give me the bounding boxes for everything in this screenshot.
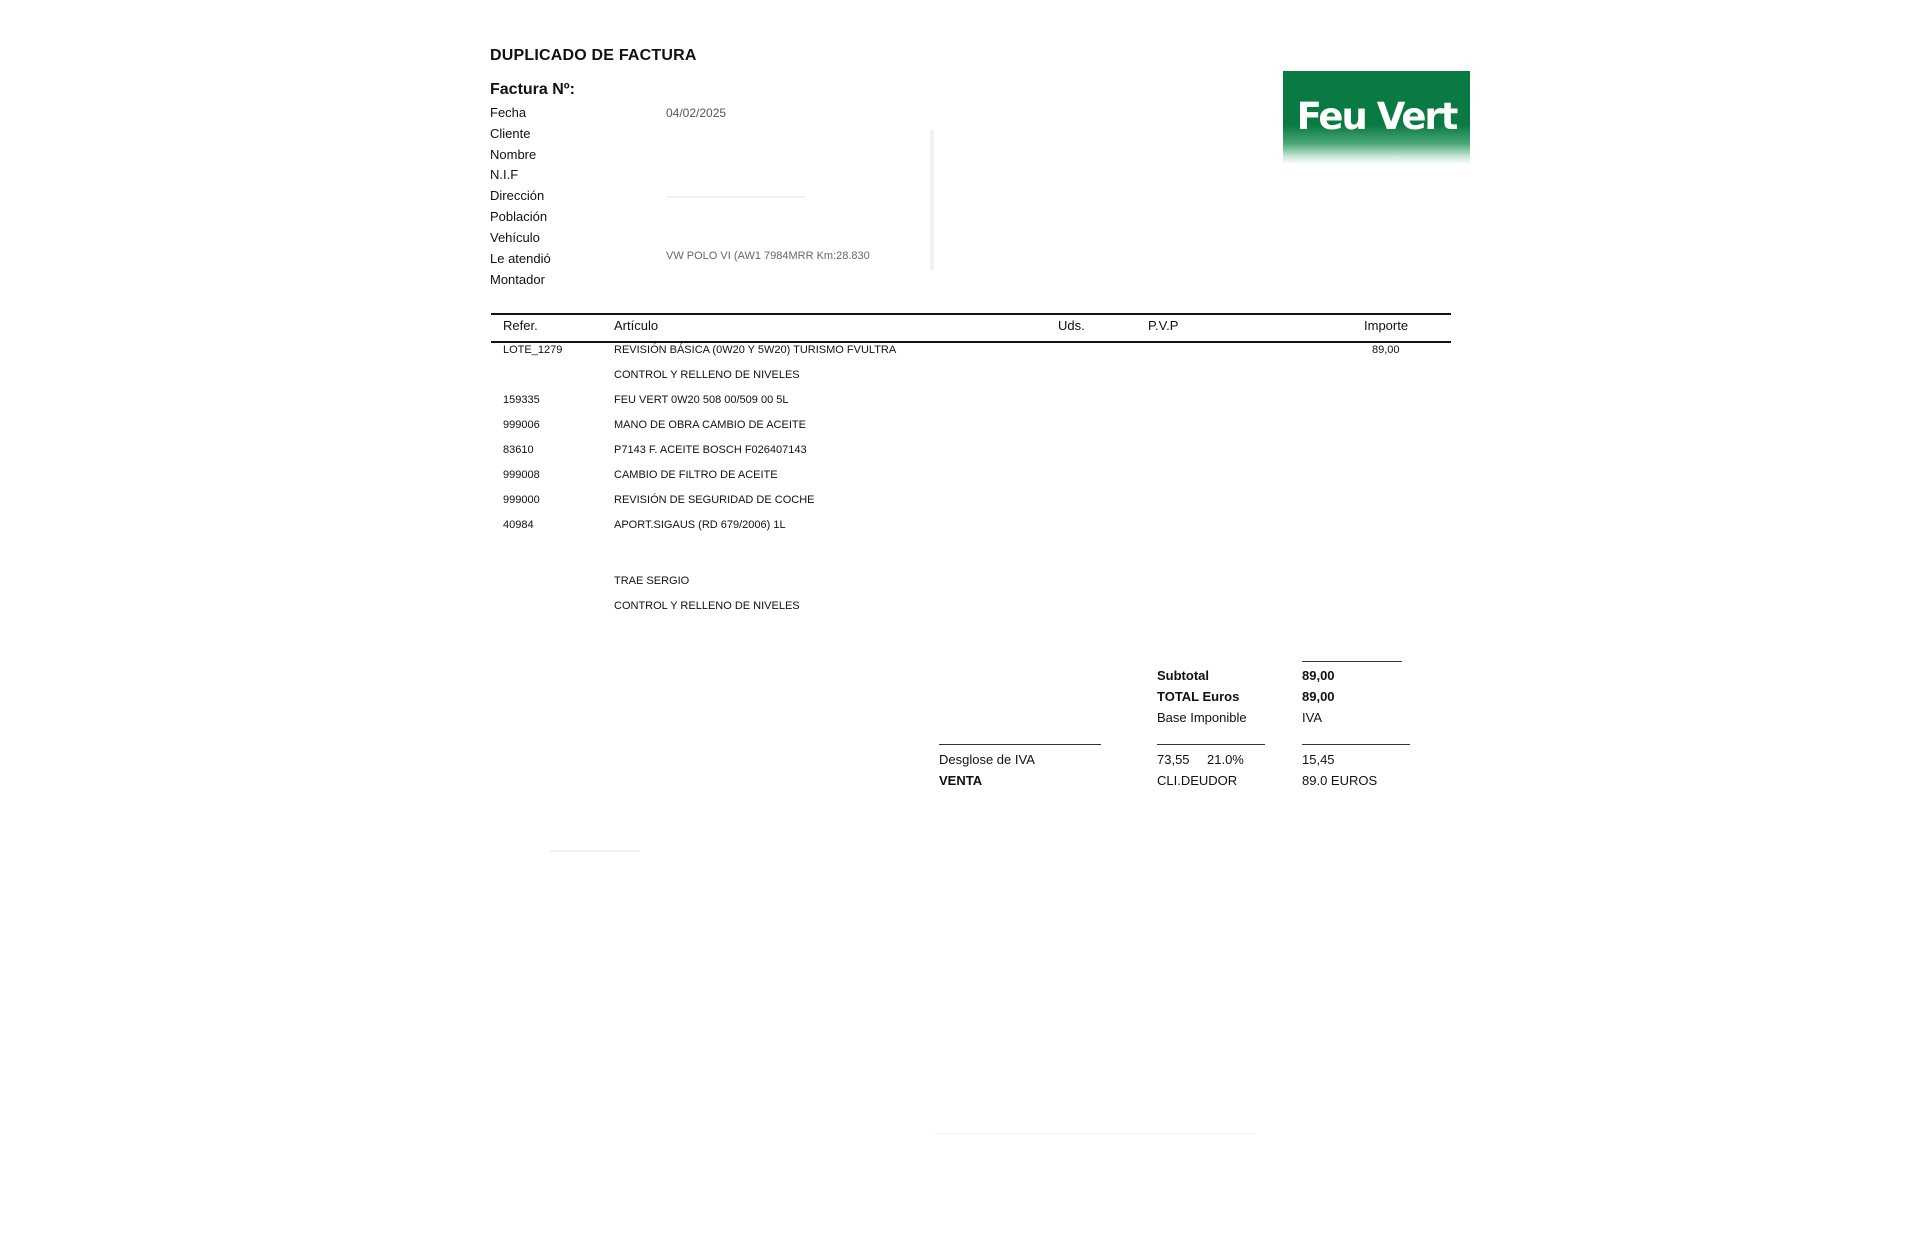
iva-value: 15,45	[1302, 752, 1335, 767]
payment-value: 89.0 EUROS	[1302, 773, 1378, 788]
note-line: CONTROL Y RELLENO DE NIVELES	[614, 600, 800, 612]
field-label-nombre: Nombre	[490, 147, 537, 162]
field-value-atendio: VW POLO VI (AW1 7984MRR Km:28.830	[666, 250, 870, 262]
breakdown-rule	[1157, 744, 1265, 745]
row-article: REVISIÓN BÁSICA (0W20 Y 5W20) TURISMO FVULTRA	[614, 344, 897, 356]
base-value: 73,55	[1157, 752, 1190, 767]
redacted-trace	[935, 1133, 1255, 1134]
row-ref: 83610	[503, 444, 534, 456]
breakdown-rule	[939, 744, 1101, 745]
breakdown-label: Desglose de IVA	[939, 752, 1035, 767]
redacted-trace	[666, 196, 806, 198]
row-amount: 89,00	[1372, 344, 1400, 356]
subtotal-value: 89,00	[1302, 668, 1335, 683]
field-value-fecha: 04/02/2025	[666, 106, 727, 120]
field-label-direccion: Dirección	[490, 188, 545, 203]
note-line: TRAE SERGIO	[614, 575, 690, 587]
breakdown-rule	[1302, 744, 1410, 745]
rate-value: 21.0%	[1207, 752, 1244, 767]
row-article: APORT.SIGAUS (RD 679/2006) 1L	[614, 519, 786, 531]
column-header-ref: Refer.	[503, 318, 538, 333]
redacted-trace	[930, 130, 934, 270]
field-label-nif: N.I.F	[490, 167, 519, 182]
row-article: FEU VERT 0W20 508 00/509 00 5L	[614, 394, 789, 406]
document-title: DUPLICADO DE FACTURA	[490, 47, 697, 64]
row-article: CAMBIO DE FILTRO DE ACEITE	[614, 469, 778, 481]
table-top-rule	[491, 313, 1451, 315]
column-header-amount: Importe	[1364, 318, 1409, 333]
totals-rule	[1302, 661, 1402, 662]
total-value: 89,00	[1302, 689, 1335, 704]
invoice-number-label: Factura Nº:	[490, 81, 575, 98]
row-article: P7143 F. ACEITE BOSCH F026407143	[614, 444, 807, 456]
field-label-montador: Montador	[490, 272, 545, 287]
payment-label: CLI.DEUDOR	[1157, 773, 1238, 788]
field-label-poblacion: Población	[490, 209, 548, 224]
row-ref: 40984	[503, 519, 534, 531]
row-article: MANO DE OBRA CAMBIO DE ACEITE	[614, 419, 806, 431]
logo-text: Feu Vert	[1296, 94, 1457, 138]
sale-label: VENTA	[939, 773, 983, 788]
base-label: Base Imponible	[1157, 710, 1247, 725]
row-ref: 999000	[503, 494, 540, 506]
feu-vert-logo	[1283, 71, 1470, 164]
row-ref: 999008	[503, 469, 540, 481]
row-ref: LOTE_1279	[503, 344, 563, 356]
total-label: TOTAL Euros	[1157, 689, 1240, 704]
row-article: CONTROL Y RELLENO DE NIVELES	[614, 369, 800, 381]
redacted-trace	[550, 850, 640, 852]
iva-label: IVA	[1302, 710, 1322, 725]
field-label-vehiculo: Vehículo	[490, 230, 540, 245]
subtotal-label: Subtotal	[1157, 668, 1209, 683]
column-header-price: P.V.P	[1148, 318, 1179, 333]
field-label-cliente: Cliente	[490, 126, 531, 141]
row-article: REVISIÓN DE SEGURIDAD DE COCHE	[614, 494, 815, 506]
table-header-rule	[491, 341, 1451, 343]
row-ref: 999006	[503, 419, 540, 431]
column-header-units: Uds.	[1058, 318, 1085, 333]
field-label-fecha: Fecha	[490, 105, 527, 120]
column-header-article: Artículo	[614, 318, 659, 333]
field-label-atendio: Le atendió	[490, 251, 551, 266]
row-ref: 159335	[503, 394, 540, 406]
